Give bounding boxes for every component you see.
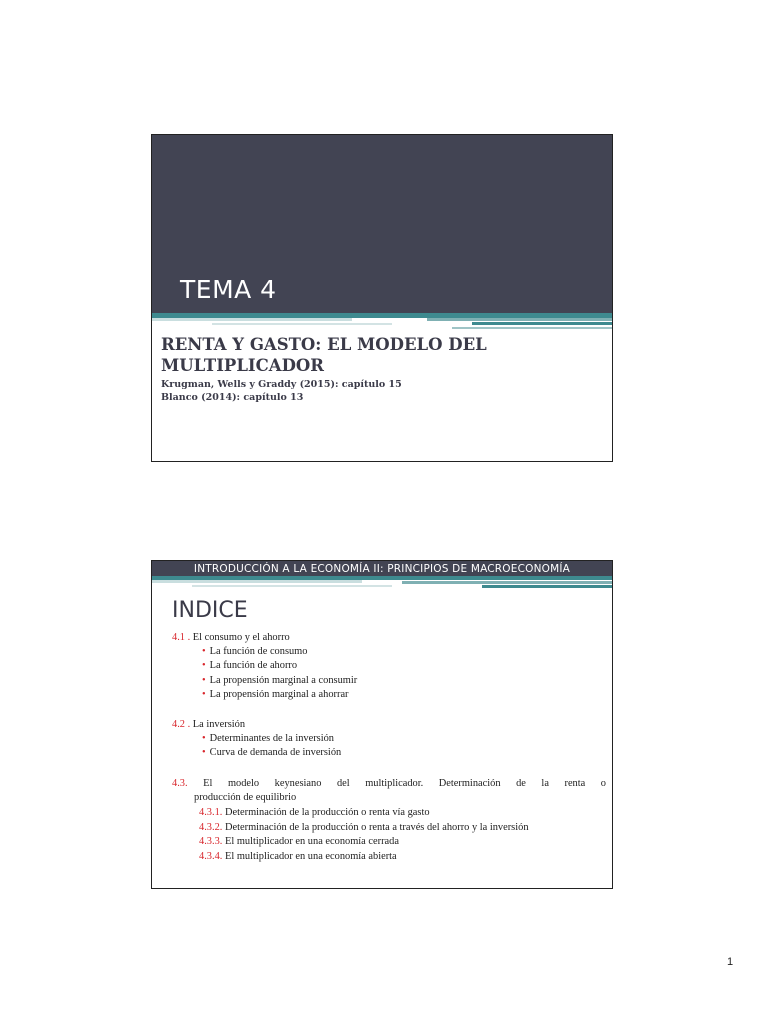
subsection-4-3-2: 4.3.2. Determinación de la producción o renta a través del ahorro y la inversión (199, 822, 529, 833)
slide-title-tema: TEMA 4 (180, 275, 277, 304)
slide-main-title: RENTA Y GASTO: EL MODELO DEL MULTIPLICADOR (161, 335, 487, 375)
subsection-4-3-3: 4.3.3. El multiplicador en una economía cerrada (199, 836, 399, 847)
index-title: INDICE (172, 598, 248, 623)
course-header: INTRODUCCIÓN A LA ECONOMÍA II: PRINCIPIOS DE MACROECONOMÍA (152, 561, 612, 576)
subsection-4-3-4: 4.3.4. El multiplicador en una economía abierta (199, 851, 397, 862)
title-slide (151, 134, 613, 462)
section-4-3: 4.3. El modelo keynesiano del multiplicador. Determinación de la renta o (172, 778, 606, 789)
reference-krugman: Krugman, Wells y Graddy (2015): capítulo 15 (161, 379, 402, 390)
decorative-stripes (152, 313, 612, 331)
list-item: • Curva de demanda de inversión (202, 747, 342, 758)
section-4-2: 4.2 . La inversión (172, 719, 246, 730)
list-item: • La función de ahorro (202, 660, 298, 671)
list-item: • Determinantes de la inversión (202, 733, 334, 744)
section-4-1: 4.1 . El consumo y el ahorro (172, 632, 290, 643)
reference-blanco: Blanco (2014): capítulo 13 (161, 392, 304, 403)
section-4-3-continuation: producción de equilibrio (194, 792, 297, 803)
list-item: • La propensión marginal a consumir (202, 675, 358, 686)
list-item: • La propensión marginal a ahorrar (202, 689, 349, 700)
index-slide (151, 560, 613, 889)
list-item: • La función de consumo (202, 646, 308, 657)
page-number: 1 (727, 956, 734, 968)
subsection-4-3-1: 4.3.1. Determinación de la producción o renta vía gasto (199, 807, 430, 818)
decorative-stripes (152, 576, 612, 590)
